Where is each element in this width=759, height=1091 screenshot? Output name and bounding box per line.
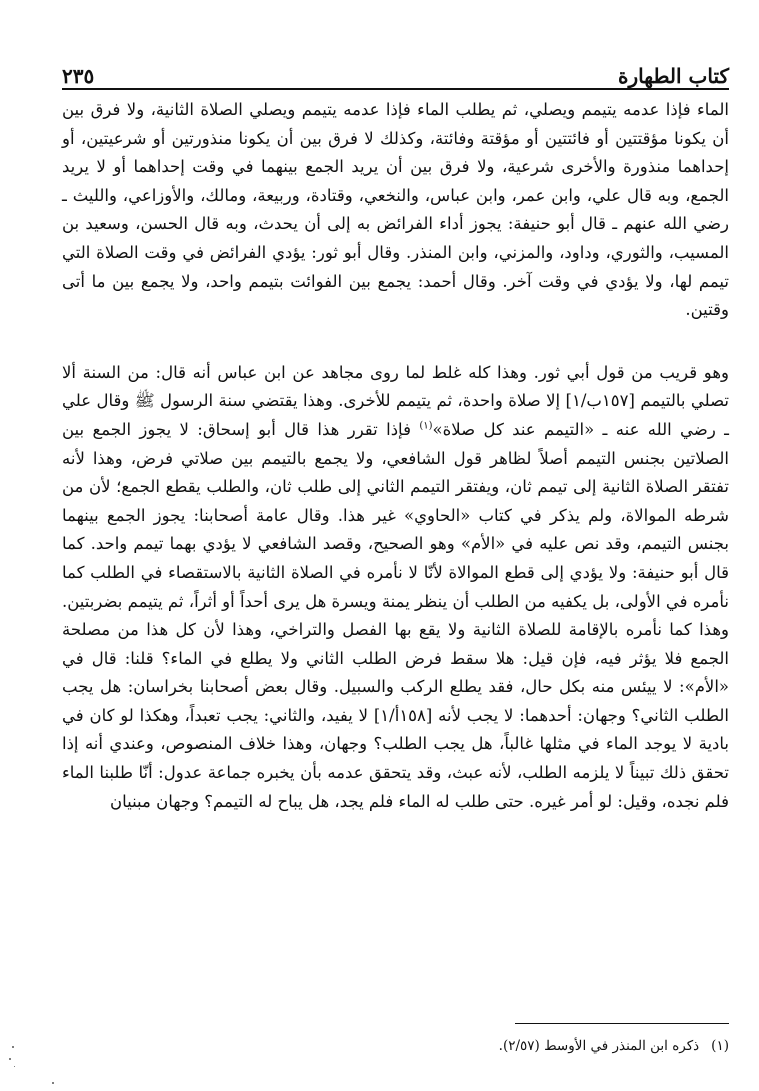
footnote-divider (515, 1023, 729, 1024)
footnote-text: ذكره ابن المنذر في الأوسط (٢/٥٧). (498, 1038, 700, 1054)
header-divider (62, 88, 729, 90)
scan-speck (12, 1046, 14, 1048)
footnote-number: (١) (711, 1038, 729, 1054)
paragraph-2 (62, 359, 729, 817)
footnote (62, 1036, 729, 1056)
paragraph-1 (62, 96, 729, 325)
running-title: كتاب الطهارة (618, 64, 729, 88)
scan-speck (52, 1082, 54, 1084)
page-header (62, 50, 729, 86)
paragraph-2-text-end: فإذا تقرر هذا قال أبو إسحاق: لا يجوز الجمع بين الصلاتين بجنس التيمم أصلاً لظاهر قول الشافعي، ولا يجمع بالتيمم بين صلاتي فرض، وهذا لأنه تفتقر الصلاة الثانية إلى تيمم ثان، ويفتقر التيمم الثاني إلى طلب ثان، والطلب يقطع الجمع؛ لأن من شرطه الموالاة، ولم يذكر في كتاب «الحاوي» غير هذا. وقال عامة أصحابنا: يجوز الجمع بينهما بجنس التيمم، وقد نص عليه في «الأم» وهو الصحيح، وقصد الشافعي لا يؤدي بهما تيمم واحد. كما قال أبو حنيفة: ولا يؤدي إلى قطع الموالاة لأنّا لا نأمره في الصلاة الثانية بالاستقصاء في الطلب كما نأمره في الأولى، بل يكفيه من الطلب أن ينظر يمنة ويسرة هل يرى أحداً أو أثراً، ثم يتيمم بضربتين. وهذا كما نأمره بالإقامة للصلاة الثانية ولا يقع بها الفصل والتراخي، وهذا لأن كل هذا من مصلحة الجمع فلا يؤثر فيه، فإن قيل: هلا سقط فرض الطلب الثاني ولا يطلع في الماء؟ قلنا: قال في «الأم»: لا ييئس منه بكل حال، فقد يطلع الركب والسبيل. وقال بعض أصحابنا بخراسان: هل يجب الطلب الثاني؟ وجهان: أحدهما: لا يجب لأنه [١٥٨أ/١] لا يفيد، والثاني: يجب تعبداً، وهكذا لو كان في بادية لا يوجد الماء في مثلها غالباً، هل يجب الطلب؟ وجهان، وهذا خلاف المنصوص، وعندي أنه إذا تحقق ذلك تبيناً لا يلزمه الطلب، لأنه عبث، وقد يتحقق عدمه بأن يخبره جماعة عدول: أنّا طلبنا الماء فلم نجده، وقيل: لو أمر غيره. حتى طلب له الماء فلم يجد، هل يباح له التيمم؟ وجهان مبنيان (62, 419, 729, 811)
scan-speck (9, 1058, 11, 1060)
main-text (62, 96, 729, 816)
paragraph-2-text-start: وهو قريب من قول أبي ثور. وهذا كله غلط لما روى مجاهد عن ابن عباس أنه قال: من السنة ألا تصلي بالتيمم [١٥٧ب/١] إلا صلاة واحدة، ثم يتيمم للأخرى. وهذا يقتضي سنة الرسول ﷺ وقال علي ـ رضي الله عنه ـ «التيمم عند كل صلاة» (62, 362, 729, 439)
page-number: ٢٣٥ (62, 64, 95, 88)
scan-speck (14, 1066, 15, 1067)
paragraph-1-text: الماء فإذا عدمه يتيمم ويصلي، ثم يطلب الماء فإذا عدمه يتيمم ويصلي الصلاة الثانية، ولا فرق بين أن يكونا مؤقتتين أو فائتتين أو مؤقتة وفائتة، وكذلك لا فرق بين أن يكونا منذورتين أو شرعيتين، أو إحداهما منذورة والأخرى شرعية، ولا فرق بين أن يريد الجمع بينهما في وقت إحداهما أو لا يريد الجمع، وبه قال علي، وابن عمر، وابن عباس، والنخعي، وقتادة، وربيعة، ومالك، والأوزاعي، والليث ـ رضي الله عنهم ـ قال أبو حنيفة: يجوز أداء الفرائض به إلى أن يحدث، وبه قال الحسن، وسعيد بن المسيب، والثوري، وداود، والمزني، وابن المنذر. وقال أبو ثور: يؤدي الفرائض في وقت الصلاة التي تيمم لها، ولا يؤدي في وقت آخر. وقال أحمد: يجمع بين الفوائت بتيمم واحد، ولا يجمع بين ما أتى وقتين. (62, 100, 729, 320)
footnote-reference[interactable]: (١) (419, 420, 433, 432)
